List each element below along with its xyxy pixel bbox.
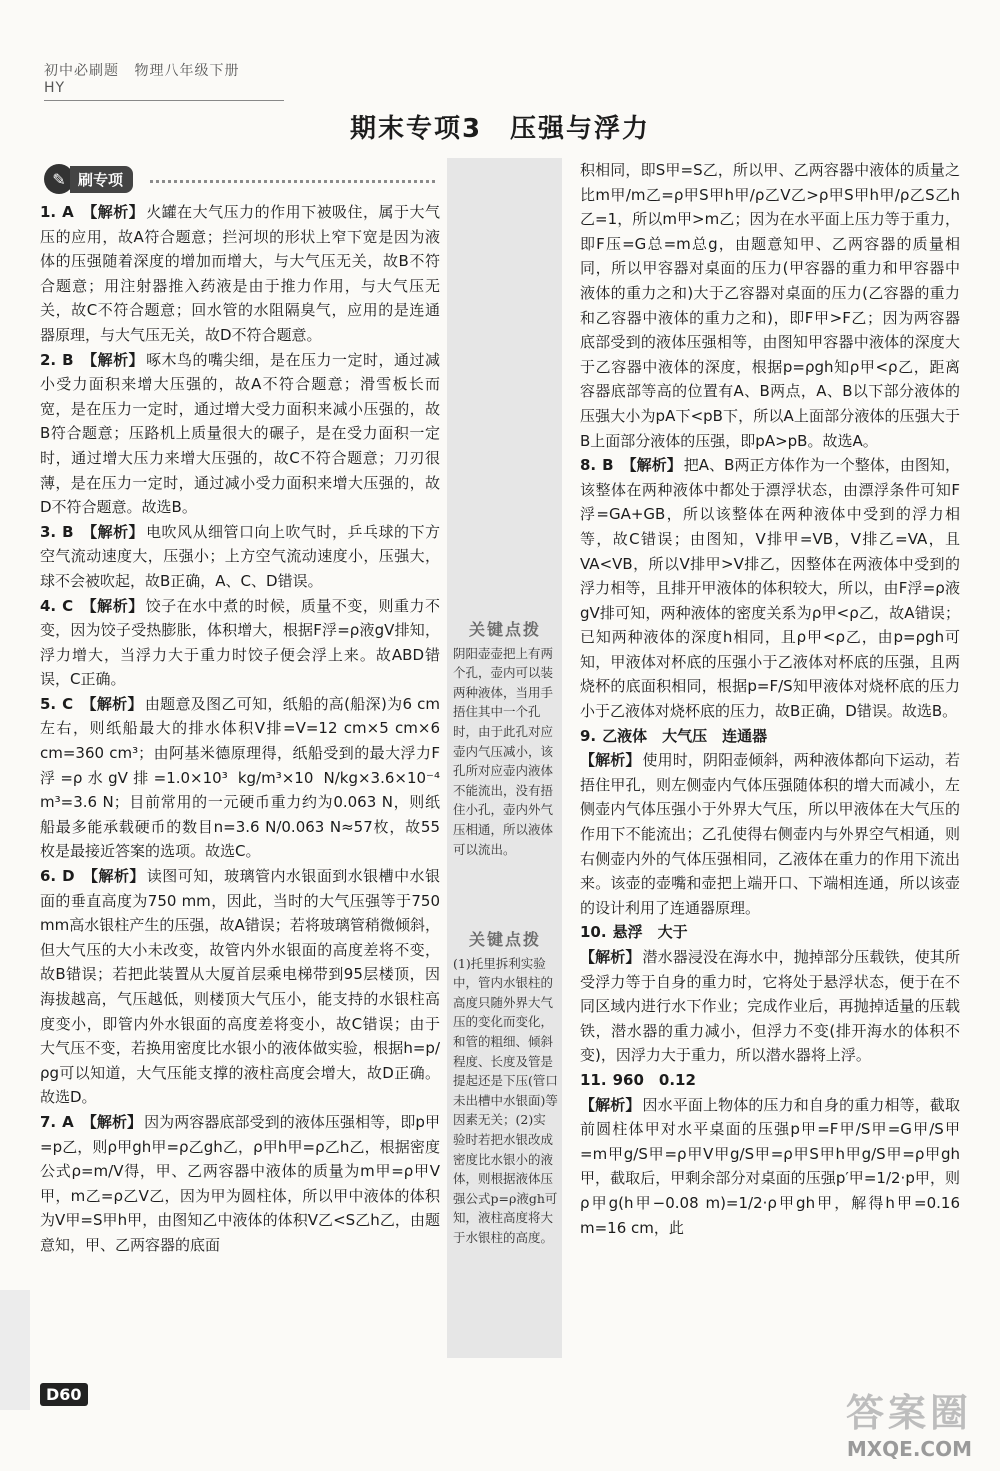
question-number: 11. — [580, 1070, 607, 1089]
answer-item — [580, 724, 960, 749]
left-column — [40, 200, 440, 1258]
running-header — [44, 60, 284, 101]
analysis-text: 读图可知，玻璃管内水银面到水银槽中水银面的垂直高度为750 mm，因此，当时的大气压强等于750 mm高水银柱产生的压强，故A错误；若将玻璃管稍微倾斜，但大气压的大小未改变，故管内外水银面的高度差将不变，故B错误；若把此装置从大厦首层乘电梯带到95层楼顶，因海拔越高，气压越低，则楼顶大气压小，能支持的水银柱高度变小，即管内外水银面的高度差将变小，故C错误；由于大气压不变，若换用密度比水银小的液体做实验，根据h=p/ρg可以知道，大气压能支撑的液柱高度会增大，故D正确。故选D。 — [40, 867, 440, 1107]
sidebar-note — [447, 930, 562, 1248]
analysis-text: 由题意及图乙可知，纸船的高(船深)为6 cm左右，则纸船最大的排水体积V排=V=12 cm×5 cm×6 cm=360 cm³；由阿基米德原理得，纸船受到的最大浮力F浮=ρ水gV排=1.0×10³ kg/m³×10 N/kg×3.6×10⁻⁴ m³=3.6 N；目前常用的一元硬币重力约为0.063 N，则纸船最多能承载硬币的数目n=3.6 N/0.063 N≈57枚，故55枚是最接近答案的选项。故选C。 — [40, 694, 440, 861]
answer-choice: A — [62, 203, 74, 221]
answer-choice: C — [62, 694, 74, 713]
analysis-tag: 【解析】 — [580, 1095, 641, 1114]
answer-item — [40, 520, 440, 594]
header-edition: HY — [44, 80, 66, 96]
corner-decoration — [0, 1290, 30, 1410]
question-number: 9. — [580, 726, 597, 745]
answer-choice: B — [62, 522, 74, 541]
analysis-tag: 【解析】 — [82, 867, 145, 886]
answer-choice: C — [62, 596, 74, 615]
analysis-text: 因水平面上物体的压力和自身的重力相等，截取前圆柱体甲对水平桌面的压强p甲=F甲/S甲=G甲/S甲=m甲g/S甲=ρ甲V甲g/S甲=ρ甲S甲h甲g/S甲=ρ甲gh甲，截取后，甲剩余部分对桌面的压强p′甲=1/2·p甲，则ρ甲g(h甲−0.08 m)=1/2·ρ甲gh甲，解得h甲=0.16 m=16 cm，此 — [580, 1095, 960, 1237]
watermark-logo: 答案圈 — [845, 1391, 972, 1435]
analysis-tag: 【解析】 — [580, 948, 641, 966]
right-column — [580, 158, 960, 1240]
analysis-text: 把A、B两正方体作为一个整体，由图知，该整体在两种液体中都处于漂浮状态，由漂浮条件可知F浮=GA+GB，所以该整体在两种液体中受到的浮力相等，故C错误；由图知，V排甲=VB，V排乙=VA，且VA<VB，所以V排甲>V排乙，因整体在两液体中受到的浮力相等，且排开甲液体的体积较大，所以，由F浮=ρ液gV排可知，两种液体的密度关系为ρ甲<ρ乙，故A错误；已知两种液体的深度h相同，且ρ甲<ρ乙，由p=ρgh可知，甲液体对杯底的压强小于乙液体对杯底的压强，且两烧杯的底面积相同，根据p=F/S知甲液体对烧杯底的压力小于乙液体对烧杯底的压力，故B正确，D错误。故选B。 — [580, 456, 960, 721]
question-number: 6. — [40, 867, 57, 886]
answer-choice: 乙液体 大气压 连通器 — [602, 726, 768, 745]
answer-choice: B — [602, 456, 614, 475]
answer-item — [40, 1110, 440, 1258]
analysis-text: 积相同，即S甲=S乙，所以甲、乙两容器中液体的质量之比m甲/m乙=ρ甲S甲h甲/ρ乙V乙>ρ甲S甲h甲/ρ乙S乙h乙=1，所以m甲>m乙；因为在水平面上压力等于重力，即F压=G总=m总g，由题意知甲、乙两容器的质量相同，所以甲容器对桌面的压力(甲容器的重力和甲容器中液体的重力之和)大于乙容器对桌面的压力(乙容器的重力和乙容器中液体的重力之和)，即F甲>F乙；因为两容器底部受到的液体压强相等，由图知甲容器中液体的深度大于乙容器中液体的深度，根据p=ρgh知ρ甲<ρ乙，距离容器底部等高的位置有A、B两点，A、B以下部分液体的压强大小为pA下<pB下，所以A上面部分液体的压强大于B上面部分液体的压强，即pA>pB。故选A。 — [580, 161, 960, 450]
analysis-tag: 【解析】 — [81, 694, 143, 713]
analysis-tag: 【解析】 — [81, 203, 145, 221]
question-number: 7. — [40, 1112, 57, 1131]
answer-item — [580, 945, 960, 1068]
answer-item — [40, 692, 440, 864]
analysis-text: 使用时，阴阳壶倾斜，两种液体都向下运动，若捂住甲孔，则左侧壶内气体压强随体积的增大而减小，左侧壶内气体压强小于外界大气压，所以甲液体在大气压的作用下不能流出；乙孔使得右侧壶内与外界空气相通，则右侧壶内外的气体压强相同，乙液体在重力的作用下流出来。该壶的壶嘴和壶把上端开口、下端相连通，所以该壶的设计利用了连通器原理。 — [580, 751, 960, 917]
dotted-divider — [150, 180, 435, 183]
question-number: 3. — [40, 522, 57, 541]
analysis-tag: 【解析】 — [81, 522, 145, 541]
header-series: 初中必刷题 — [44, 63, 119, 79]
answer-item — [580, 453, 960, 724]
question-number: 4. — [40, 596, 57, 615]
answer-item — [40, 864, 440, 1110]
analysis-text: 电吹风从细管口向上吹气时，乒乓球的下方空气流动速度大，压强小；上方空气流动速度小，压强大，球不会被吹起，故B正确，A、C、D错误。 — [40, 522, 440, 590]
answer-item — [580, 1093, 960, 1241]
page-number: D60 — [40, 1383, 88, 1406]
section-badge — [44, 164, 133, 194]
answer-item — [580, 920, 960, 945]
sidebar-note-text: (1)托里拆利实验中，管内水银柱的高度只随外界大气压的变化而变化，和管的粗细、倾斜程度、长度及管是提起还是下压(管口未出槽中水银面)等因素无关；(2)实验时若把水银改成密度比水银小的液体，则根据液体压强公式p=ρ液gh可知，液柱高度将大于水银柱的高度。 — [453, 955, 558, 1245]
analysis-tag: 【解析】 — [621, 456, 682, 475]
analysis-tag: 【解析】 — [580, 751, 641, 770]
question-number: 2. — [40, 350, 57, 369]
answer-item — [40, 200, 440, 348]
watermark — [846, 1382, 972, 1461]
analysis-tag: 【解析】 — [81, 596, 144, 615]
sidebar-note — [447, 620, 562, 859]
answer-choice: 悬浮 大于 — [612, 923, 688, 942]
question-number: 1. — [40, 203, 57, 221]
sidebar-note-title: 关键点拨 — [469, 620, 542, 639]
question-number: 5. — [40, 694, 57, 713]
analysis-tag: 【解析】 — [81, 350, 145, 369]
analysis-text: 潜水器浸没在海水中，抛掉部分压载铁，使其所受浮力等于自身的重力时，它将处于悬浮状态，便于在不同区域内进行水下作业；完成作业后，再抛掉适量的压载铁，潜水器的重力减小，但浮力不变(排开海水的体积不变)，因浮力大于重力，所以潜水器将上浮。 — [580, 948, 960, 1065]
analysis-text: 因为两容器底部受到的液体压强相等，即p甲=p乙，则ρ甲gh甲=ρ乙gh乙，ρ甲h甲=ρ乙h乙，根据密度公式ρ=m/V得，甲、乙两容器中液体的质量为m甲=ρ甲V甲，m乙=ρ乙V乙，因为甲为圆柱体，所以甲中液体的体积为V甲=S甲h甲，由图知乙中液体的体积V乙<S乙h乙，由题意知，甲、乙两容器的底面 — [40, 1112, 440, 1254]
analysis-text: 饺子在水中煮的时候，质量不变，则重力不变，因为饺子受热膨胀，体积增大，根据F浮=ρ液gV排知，浮力增大，当浮力大于重力时饺子便会浮上来。故ABD错误，C正确。 — [40, 596, 440, 689]
answer-item — [580, 158, 960, 453]
watermark-site: MXQE.COM — [846, 1437, 972, 1461]
answer-item — [580, 748, 960, 920]
question-number: 8. — [580, 456, 597, 475]
answer-item — [580, 1068, 960, 1093]
sidebar-note-text: 阴阳壶壶把上有两个孔，壶内可以装两种液体，当用手捂住其中一个孔时，由于此孔对应壶内气压减小，该孔所对应壶内液体不能流出，没有捂住小孔，壶内外气压相通，所以液体可以流出。 — [453, 645, 554, 857]
answer-choice: B — [62, 350, 74, 369]
answer-choice: 960 0.12 — [612, 1070, 696, 1089]
section-badge-label: 刷专项 — [70, 166, 133, 193]
header-subject: 物理八年级下册 — [134, 63, 240, 79]
sidebar-note-title: 关键点拨 — [469, 930, 542, 949]
page-title: 期末专项3 压强与浮力 — [349, 114, 651, 144]
answer-choice: A — [62, 1112, 74, 1131]
question-number: 10. — [580, 923, 607, 942]
answer-choice: D — [62, 867, 75, 886]
pencil-icon: ✎ — [44, 164, 74, 194]
analysis-text: 火罐在大气压力的作用下被吸住，属于大气压的应用，故A符合题意；拦河坝的形状上窄下宽是因为液体的压强随着深度的增加而增大，与大气压无关，故B不符合题意；用注射器推入药液是由于推力作用，与大气压无关，故C不符合题意；回水管的水阻隔臭气，应用的是连通器原理，与大气压无关，故D不符合题意。 — [40, 203, 440, 344]
analysis-text: 啄木鸟的嘴尖细，是在压力一定时，通过减小受力面积来增大压强的，故A不符合题意；滑雪板长而宽，是在压力一定时，通过增大受力面积来减小压强的，故B符合题意；压路机上质量很大的碾子，是在受力面积一定时，通过增大压力来增大压强的，故C不符合题意；刀刃很薄，是在压力一定时，通过减小受力面积来增大压强的，故D不符合题意。故选B。 — [40, 350, 440, 517]
answer-item — [40, 348, 440, 520]
answer-item — [40, 594, 440, 692]
analysis-tag: 【解析】 — [81, 1112, 143, 1131]
